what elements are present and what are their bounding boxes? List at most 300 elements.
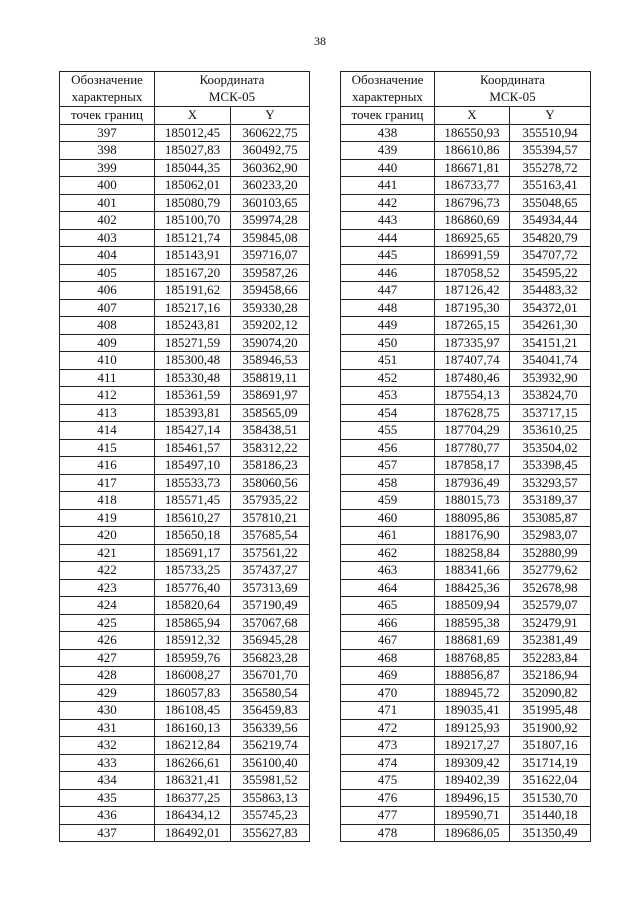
x-coordinate-cell: 187480,46 xyxy=(435,369,510,387)
table-row xyxy=(341,124,591,142)
table-row xyxy=(60,142,310,160)
table-row xyxy=(60,299,310,317)
table-row xyxy=(341,807,591,825)
table-row xyxy=(60,824,310,842)
y-coordinate-cell: 358312,22 xyxy=(231,439,310,457)
x-coordinate-cell: 186925,65 xyxy=(435,229,510,247)
point-number-cell: 432 xyxy=(60,737,155,755)
y-coordinate-cell: 360362,90 xyxy=(231,159,310,177)
y-coordinate-cell: 356219,74 xyxy=(231,737,310,755)
point-number-cell: 463 xyxy=(341,562,435,580)
point-number-cell: 403 xyxy=(60,229,155,247)
y-coordinate-cell: 357685,54 xyxy=(231,527,310,545)
table-row xyxy=(341,684,591,702)
point-number-cell: 469 xyxy=(341,667,435,685)
table-row xyxy=(341,754,591,772)
y-coordinate-cell: 358060,56 xyxy=(231,474,310,492)
table-row xyxy=(341,422,591,440)
table-row xyxy=(341,404,591,422)
y-coordinate-cell: 356823,28 xyxy=(231,649,310,667)
x-coordinate-cell: 189496,15 xyxy=(435,789,510,807)
y-coordinate-cell: 359074,20 xyxy=(231,334,310,352)
table-row xyxy=(60,754,310,772)
y-coordinate-cell: 357067,68 xyxy=(231,614,310,632)
table-row xyxy=(341,334,591,352)
point-number-cell: 431 xyxy=(60,719,155,737)
table-row xyxy=(60,457,310,475)
x-coordinate-cell: 185243,81 xyxy=(155,317,231,335)
page-number: 38 xyxy=(314,34,326,48)
point-number-cell: 400 xyxy=(60,177,155,195)
y-column-header: Y xyxy=(231,107,310,125)
point-number-cell: 417 xyxy=(60,474,155,492)
y-coordinate-cell: 356580,54 xyxy=(231,684,310,702)
point-number-cell: 460 xyxy=(341,509,435,527)
point-number-cell: 459 xyxy=(341,492,435,510)
coordinates-table-right xyxy=(340,71,591,842)
table-row xyxy=(60,352,310,370)
table-row xyxy=(341,667,591,685)
point-number-cell: 428 xyxy=(60,667,155,685)
x-coordinate-cell: 185571,45 xyxy=(155,492,231,510)
y-coordinate-cell: 354151,21 xyxy=(510,334,591,352)
y-coordinate-cell: 354041,74 xyxy=(510,352,591,370)
point-number-cell: 426 xyxy=(60,632,155,650)
y-coordinate-cell: 358946,53 xyxy=(231,352,310,370)
point-number-cell: 429 xyxy=(60,684,155,702)
point-number-cell: 404 xyxy=(60,247,155,265)
table-row xyxy=(60,439,310,457)
x-coordinate-cell: 185959,76 xyxy=(155,649,231,667)
y-coordinate-cell: 353610,25 xyxy=(510,422,591,440)
point-number-cell: 457 xyxy=(341,457,435,475)
x-coordinate-cell: 186860,69 xyxy=(435,212,510,230)
y-coordinate-cell: 356100,40 xyxy=(231,754,310,772)
point-number-cell: 445 xyxy=(341,247,435,265)
y-coordinate-cell: 359716,07 xyxy=(231,247,310,265)
y-coordinate-cell: 356339,56 xyxy=(231,719,310,737)
table-row xyxy=(60,509,310,527)
x-coordinate-cell: 188341,66 xyxy=(435,562,510,580)
table-row xyxy=(60,807,310,825)
table-row xyxy=(341,229,591,247)
y-coordinate-cell: 351350,49 xyxy=(510,824,591,842)
x-coordinate-cell: 188509,94 xyxy=(435,597,510,615)
x-coordinate-cell: 189035,41 xyxy=(435,702,510,720)
y-coordinate-cell: 357935,22 xyxy=(231,492,310,510)
point-number-cell: 474 xyxy=(341,754,435,772)
y-coordinate-cell: 352880,99 xyxy=(510,544,591,562)
y-coordinate-cell: 358186,23 xyxy=(231,457,310,475)
y-coordinate-cell: 355510,94 xyxy=(510,124,591,142)
x-coordinate-cell: 185533,73 xyxy=(155,474,231,492)
y-coordinate-cell: 352479,91 xyxy=(510,614,591,632)
point-number-cell: 412 xyxy=(60,387,155,405)
y-coordinate-cell: 354707,72 xyxy=(510,247,591,265)
x-coordinate-cell: 185012,45 xyxy=(155,124,231,142)
point-number-cell: 454 xyxy=(341,404,435,422)
y-coordinate-cell: 351530,70 xyxy=(510,789,591,807)
y-coordinate-cell: 359587,26 xyxy=(231,264,310,282)
table-row xyxy=(60,229,310,247)
point-label-header-line1: Обозначение xyxy=(71,72,143,87)
point-number-cell: 446 xyxy=(341,264,435,282)
y-coordinate-cell: 360492,75 xyxy=(231,142,310,160)
y-coordinate-cell: 351900,92 xyxy=(510,719,591,737)
x-coordinate-cell: 186212,84 xyxy=(155,737,231,755)
table-row xyxy=(341,159,591,177)
x-coordinate-cell: 186991,59 xyxy=(435,247,510,265)
y-coordinate-cell: 358691,97 xyxy=(231,387,310,405)
y-coordinate-cell: 355981,52 xyxy=(231,772,310,790)
table-row xyxy=(60,614,310,632)
point-number-cell: 406 xyxy=(60,282,155,300)
point-label-header-line2: характерных xyxy=(71,88,143,104)
point-number-cell: 468 xyxy=(341,649,435,667)
table-row xyxy=(60,194,310,212)
point-number-cell: 455 xyxy=(341,422,435,440)
x-coordinate-cell: 185027,83 xyxy=(155,142,231,160)
point-number-cell: 418 xyxy=(60,492,155,510)
x-coordinate-cell: 185650,18 xyxy=(155,527,231,545)
y-coordinate-cell: 354372,01 xyxy=(510,299,591,317)
x-coordinate-cell: 185100,70 xyxy=(155,212,231,230)
table-row xyxy=(60,124,310,142)
point-number-cell: 450 xyxy=(341,334,435,352)
x-coordinate-cell: 185610,27 xyxy=(155,509,231,527)
point-number-cell: 473 xyxy=(341,737,435,755)
x-coordinate-cell: 188856,87 xyxy=(435,667,510,685)
table-row xyxy=(341,649,591,667)
table-row xyxy=(60,474,310,492)
y-coordinate-cell: 355163,41 xyxy=(510,177,591,195)
y-coordinate-cell: 359974,28 xyxy=(231,212,310,230)
right-table-body xyxy=(341,124,591,842)
x-column-header: X xyxy=(155,107,231,125)
table-row xyxy=(341,317,591,335)
point-number-cell: 443 xyxy=(341,212,435,230)
point-number-cell: 465 xyxy=(341,597,435,615)
x-coordinate-cell: 185361,59 xyxy=(155,387,231,405)
table-row xyxy=(341,614,591,632)
y-coordinate-cell: 352779,62 xyxy=(510,562,591,580)
point-number-cell: 441 xyxy=(341,177,435,195)
y-coordinate-cell: 353189,37 xyxy=(510,492,591,510)
point-number-cell: 448 xyxy=(341,299,435,317)
table-row xyxy=(60,772,310,790)
x-coordinate-cell: 185143,91 xyxy=(155,247,231,265)
y-coordinate-cell: 358565,09 xyxy=(231,404,310,422)
x-coordinate-cell: 189590,71 xyxy=(435,807,510,825)
point-number-cell: 427 xyxy=(60,649,155,667)
point-number-cell: 449 xyxy=(341,317,435,335)
x-coordinate-cell: 186492,01 xyxy=(155,824,231,842)
table-row xyxy=(60,492,310,510)
x-coordinate-cell: 185330,48 xyxy=(155,369,231,387)
point-number-cell: 397 xyxy=(60,124,155,142)
x-coordinate-cell: 187554,13 xyxy=(435,387,510,405)
x-coordinate-cell: 185271,59 xyxy=(155,334,231,352)
table-row xyxy=(60,684,310,702)
point-number-cell: 472 xyxy=(341,719,435,737)
point-number-cell: 408 xyxy=(60,317,155,335)
y-coordinate-cell: 351807,16 xyxy=(510,737,591,755)
y-coordinate-cell: 353293,57 xyxy=(510,474,591,492)
point-number-cell: 462 xyxy=(341,544,435,562)
table-row xyxy=(60,212,310,230)
point-number-cell: 435 xyxy=(60,789,155,807)
point-label-header-line2: характерных xyxy=(352,88,423,104)
table-row xyxy=(341,212,591,230)
y-coordinate-cell: 355627,83 xyxy=(231,824,310,842)
point-number-cell: 477 xyxy=(341,807,435,825)
x-coordinate-cell: 187858,17 xyxy=(435,457,510,475)
table-row xyxy=(341,597,591,615)
x-coordinate-cell: 189125,93 xyxy=(435,719,510,737)
y-coordinate-cell: 359845,08 xyxy=(231,229,310,247)
table-row xyxy=(341,474,591,492)
point-number-cell: 475 xyxy=(341,772,435,790)
y-coordinate-cell: 356945,28 xyxy=(231,632,310,650)
coordinate-header-line1: Координата xyxy=(199,72,265,87)
x-coordinate-cell: 185121,74 xyxy=(155,229,231,247)
y-coordinate-cell: 354483,32 xyxy=(510,282,591,300)
y-coordinate-cell: 355745,23 xyxy=(231,807,310,825)
y-coordinate-cell: 357561,22 xyxy=(231,544,310,562)
x-coordinate-cell: 187936,49 xyxy=(435,474,510,492)
point-number-cell: 420 xyxy=(60,527,155,545)
y-coordinate-cell: 360103,65 xyxy=(231,194,310,212)
y-coordinate-cell: 352381,49 xyxy=(510,632,591,650)
point-number-cell: 405 xyxy=(60,264,155,282)
x-coordinate-cell: 185080,79 xyxy=(155,194,231,212)
x-coordinate-cell: 185776,40 xyxy=(155,579,231,597)
point-number-cell: 413 xyxy=(60,404,155,422)
table-row xyxy=(341,544,591,562)
point-number-cell: 409 xyxy=(60,334,155,352)
y-coordinate-cell: 360233,20 xyxy=(231,177,310,195)
x-coordinate-cell: 186057,83 xyxy=(155,684,231,702)
y-coordinate-cell: 352678,98 xyxy=(510,579,591,597)
y-coordinate-cell: 355278,72 xyxy=(510,159,591,177)
point-label-header-line1: Обозначение xyxy=(351,72,424,87)
point-number-cell: 436 xyxy=(60,807,155,825)
table-row xyxy=(60,527,310,545)
point-number-cell: 437 xyxy=(60,824,155,842)
y-coordinate-cell: 352090,82 xyxy=(510,684,591,702)
table-row xyxy=(60,177,310,195)
x-coordinate-cell: 188258,84 xyxy=(435,544,510,562)
point-number-cell: 419 xyxy=(60,509,155,527)
coordinate-system-header xyxy=(155,72,310,107)
x-column-header: X xyxy=(435,107,510,125)
x-coordinate-cell: 186266,61 xyxy=(155,754,231,772)
x-coordinate-cell: 187628,75 xyxy=(435,404,510,422)
x-coordinate-cell: 187126,42 xyxy=(435,282,510,300)
y-coordinate-cell: 358438,51 xyxy=(231,422,310,440)
point-number-cell: 458 xyxy=(341,474,435,492)
table-row xyxy=(341,352,591,370)
point-number-cell: 401 xyxy=(60,194,155,212)
y-coordinate-cell: 354595,22 xyxy=(510,264,591,282)
y-coordinate-cell: 351622,04 xyxy=(510,772,591,790)
x-coordinate-cell: 188945,72 xyxy=(435,684,510,702)
point-number-cell: 439 xyxy=(341,142,435,160)
y-coordinate-cell: 357190,49 xyxy=(231,597,310,615)
y-coordinate-cell: 351440,18 xyxy=(510,807,591,825)
point-number-cell: 433 xyxy=(60,754,155,772)
point-number-cell: 466 xyxy=(341,614,435,632)
point-number-cell: 447 xyxy=(341,282,435,300)
y-coordinate-cell: 353932,90 xyxy=(510,369,591,387)
table-row xyxy=(341,719,591,737)
x-coordinate-cell: 185217,16 xyxy=(155,299,231,317)
x-coordinate-cell: 185461,57 xyxy=(155,439,231,457)
table-row xyxy=(60,737,310,755)
point-number-cell: 453 xyxy=(341,387,435,405)
x-coordinate-cell: 188015,73 xyxy=(435,492,510,510)
coordinate-header-line2: МСК-05 xyxy=(208,88,256,104)
y-coordinate-cell: 353717,15 xyxy=(510,404,591,422)
x-coordinate-cell: 185393,81 xyxy=(155,404,231,422)
point-number-cell: 464 xyxy=(341,579,435,597)
y-coordinate-cell: 357437,27 xyxy=(231,562,310,580)
table-row xyxy=(341,299,591,317)
point-number-cell: 410 xyxy=(60,352,155,370)
y-coordinate-cell: 352283,84 xyxy=(510,649,591,667)
point-number-cell: 399 xyxy=(60,159,155,177)
table-row xyxy=(341,509,591,527)
point-number-cell: 424 xyxy=(60,597,155,615)
point-label-header xyxy=(341,72,435,107)
point-number-cell: 402 xyxy=(60,212,155,230)
y-coordinate-cell: 353824,70 xyxy=(510,387,591,405)
point-number-cell: 440 xyxy=(341,159,435,177)
coordinate-system-header xyxy=(435,72,591,107)
point-number-cell: 411 xyxy=(60,369,155,387)
point-number-cell: 438 xyxy=(341,124,435,142)
coordinate-header-line2: МСК-05 xyxy=(489,88,536,104)
coordinates-table-left xyxy=(59,71,310,842)
table-row xyxy=(341,142,591,160)
table-row xyxy=(60,282,310,300)
coordinate-header-line1: Координата xyxy=(480,72,545,87)
x-coordinate-cell: 185427,14 xyxy=(155,422,231,440)
table-row xyxy=(60,649,310,667)
x-coordinate-cell: 185912,32 xyxy=(155,632,231,650)
table-row xyxy=(341,439,591,457)
table-row xyxy=(341,247,591,265)
x-coordinate-cell: 189402,39 xyxy=(435,772,510,790)
point-number-cell: 434 xyxy=(60,772,155,790)
point-number-cell: 407 xyxy=(60,299,155,317)
y-coordinate-cell: 354261,30 xyxy=(510,317,591,335)
x-coordinate-cell: 186733,77 xyxy=(435,177,510,195)
table-row xyxy=(341,562,591,580)
y-coordinate-cell: 355394,57 xyxy=(510,142,591,160)
table-row xyxy=(60,667,310,685)
x-coordinate-cell: 188681,69 xyxy=(435,632,510,650)
x-coordinate-cell: 187335,97 xyxy=(435,334,510,352)
point-number-cell: 422 xyxy=(60,562,155,580)
x-coordinate-cell: 185820,64 xyxy=(155,597,231,615)
x-coordinate-cell: 188095,86 xyxy=(435,509,510,527)
y-coordinate-cell: 355048,65 xyxy=(510,194,591,212)
y-coordinate-cell: 359202,12 xyxy=(231,317,310,335)
x-coordinate-cell: 186160,13 xyxy=(155,719,231,737)
table-row xyxy=(60,317,310,335)
point-label-header xyxy=(60,72,155,107)
y-coordinate-cell: 352579,07 xyxy=(510,597,591,615)
x-coordinate-cell: 188595,38 xyxy=(435,614,510,632)
x-coordinate-cell: 186550,93 xyxy=(435,124,510,142)
table-row xyxy=(341,369,591,387)
x-coordinate-cell: 186321,41 xyxy=(155,772,231,790)
point-number-cell: 478 xyxy=(341,824,435,842)
x-coordinate-cell: 185300,48 xyxy=(155,352,231,370)
x-coordinate-cell: 189686,05 xyxy=(435,824,510,842)
y-coordinate-cell: 356701,70 xyxy=(231,667,310,685)
y-coordinate-cell: 357810,21 xyxy=(231,509,310,527)
table-row xyxy=(60,387,310,405)
table-row xyxy=(60,719,310,737)
point-number-cell: 467 xyxy=(341,632,435,650)
table-row xyxy=(341,457,591,475)
point-number-cell: 442 xyxy=(341,194,435,212)
x-coordinate-cell: 188768,85 xyxy=(435,649,510,667)
table-row xyxy=(60,702,310,720)
point-number-cell: 470 xyxy=(341,684,435,702)
x-coordinate-cell: 187195,30 xyxy=(435,299,510,317)
y-coordinate-cell: 360622,75 xyxy=(231,124,310,142)
x-coordinate-cell: 185733,25 xyxy=(155,562,231,580)
x-coordinate-cell: 187780,77 xyxy=(435,439,510,457)
table-row xyxy=(60,544,310,562)
y-coordinate-cell: 354934,44 xyxy=(510,212,591,230)
x-coordinate-cell: 189217,27 xyxy=(435,737,510,755)
x-coordinate-cell: 185044,35 xyxy=(155,159,231,177)
table-row xyxy=(341,194,591,212)
point-number-cell: 414 xyxy=(60,422,155,440)
table-row xyxy=(341,264,591,282)
x-coordinate-cell: 185865,94 xyxy=(155,614,231,632)
table-row xyxy=(341,632,591,650)
table-row xyxy=(60,579,310,597)
y-coordinate-cell: 353085,87 xyxy=(510,509,591,527)
left-table-body xyxy=(60,124,310,842)
y-coordinate-cell: 359458,66 xyxy=(231,282,310,300)
x-coordinate-cell: 185191,62 xyxy=(155,282,231,300)
x-coordinate-cell: 185167,20 xyxy=(155,264,231,282)
x-coordinate-cell: 187058,52 xyxy=(435,264,510,282)
table-row xyxy=(60,632,310,650)
point-number-cell: 416 xyxy=(60,457,155,475)
table-row xyxy=(341,824,591,842)
y-coordinate-cell: 359330,28 xyxy=(231,299,310,317)
point-number-cell: 476 xyxy=(341,789,435,807)
x-coordinate-cell: 187407,74 xyxy=(435,352,510,370)
point-number-cell: 452 xyxy=(341,369,435,387)
y-coordinate-cell: 355863,13 xyxy=(231,789,310,807)
table-row xyxy=(60,404,310,422)
table-row xyxy=(341,492,591,510)
table-row xyxy=(60,334,310,352)
point-label-header-line3: точек границ xyxy=(341,107,435,125)
y-coordinate-cell: 356459,83 xyxy=(231,702,310,720)
y-column-header: Y xyxy=(510,107,591,125)
y-coordinate-cell: 351995,48 xyxy=(510,702,591,720)
y-coordinate-cell: 353398,45 xyxy=(510,457,591,475)
